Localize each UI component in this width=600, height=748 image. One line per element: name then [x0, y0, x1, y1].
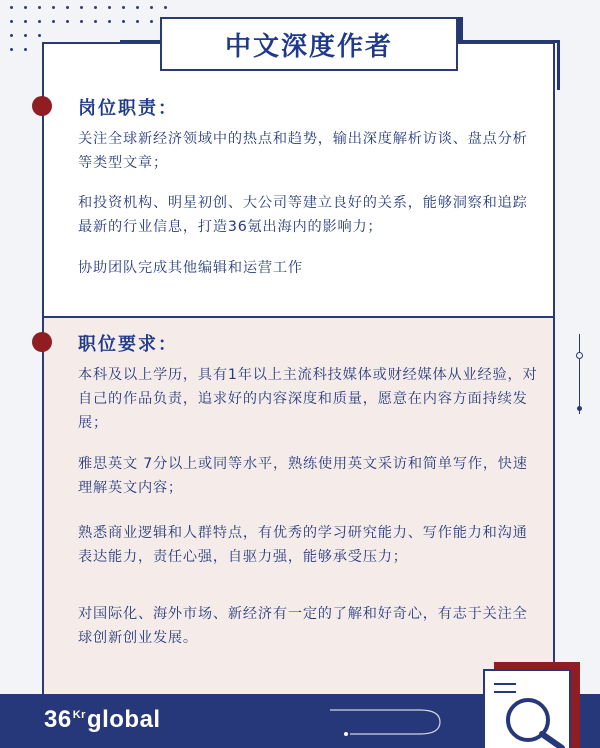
document-search-icon	[480, 662, 590, 748]
requirement-paragraph: 雅思英文 7分以上或同等水平，熟练使用英文采访和简单写作，快速理解英文内容；	[78, 456, 528, 496]
side-line-decoration	[575, 334, 585, 414]
wave-line-decoration	[330, 700, 460, 740]
section-bullet-icon	[32, 96, 52, 116]
section-heading-requirements: 职位要求：	[78, 334, 178, 355]
brand-logo: $36^{Kr}global$	[44, 706, 161, 733]
requirement-paragraph: 对国际化、海外市场、新经济有一定的了解和好奇心，有志于关注全球创新创业发展。	[78, 606, 528, 646]
duty-paragraph: 和投资机构、明星初创、大公司等建立良好的关系，能够洞察和追踪最新的行业信息，打造36氪出海内的影响力；	[78, 195, 528, 235]
page-title: 中文深度作者	[224, 31, 393, 62]
section-bullet-icon	[32, 332, 52, 352]
requirement-paragraph: 熟悉商业逻辑和人群特点，有优秀的学习研究能力、写作能力和沟通表达能力，责任心强，自驱力强，能够承受压力；	[78, 525, 528, 565]
title-banner	[160, 17, 458, 71]
duty-paragraph: 关注全球新经济领域中的热点和趋势，输出深度解析访谈、盘点分析等类型文章；	[78, 131, 528, 171]
section-heading-duties: 岗位职责：	[78, 98, 178, 119]
duty-paragraph: 协助团队完成其他编辑和运营工作	[78, 260, 303, 276]
requirement-paragraph: 本科及以上学历，具有1年以上主流科技媒体或财经媒体从业经验，对自己的作品负责，追求好的内容深度和质量，愿意在内容方面持续发展；	[78, 367, 538, 431]
